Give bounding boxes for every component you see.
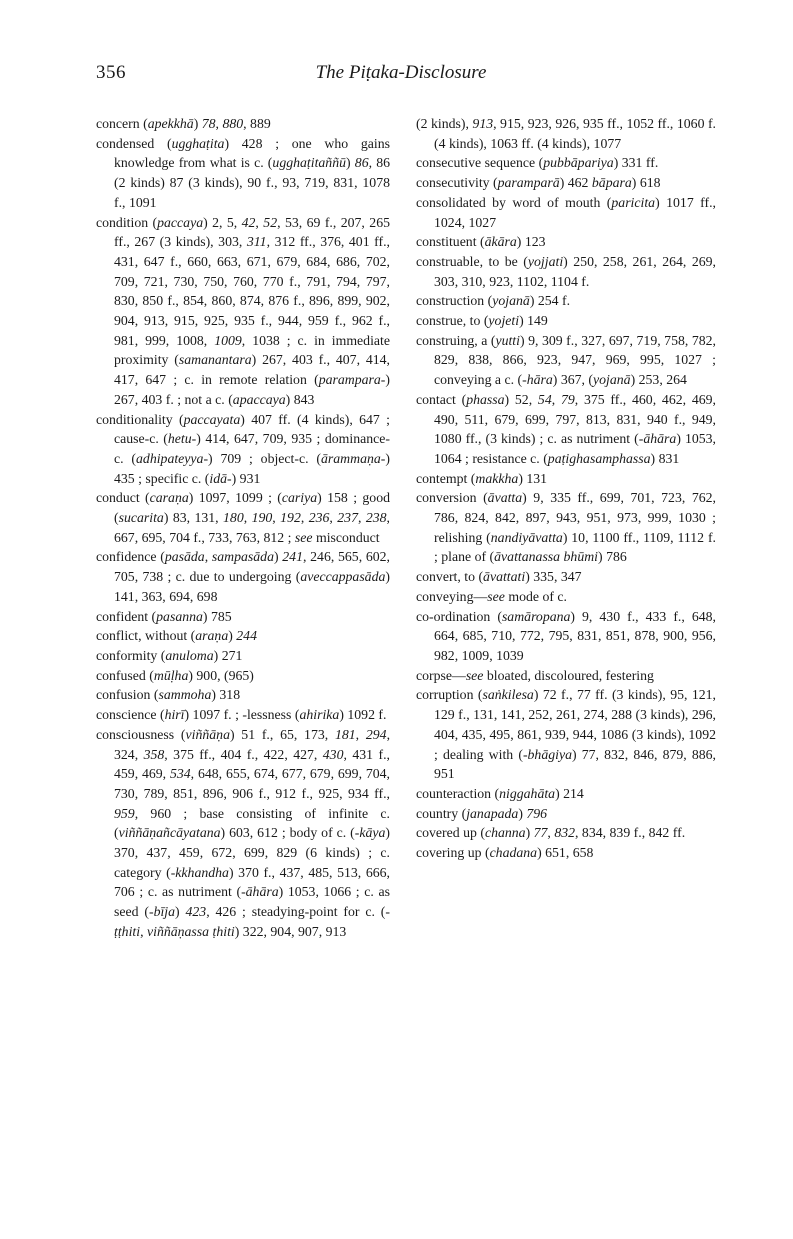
index-entry: construing, a (yutti) 9, 309 f., 327, 697, 719, 758, 782, 829, 838, 866, 923, 947, 969, 995, 1027 ; conveying a c. (-hāra) 367, (yojanā) 253, 264	[416, 332, 716, 388]
index-entry: conformity (anuloma) 271	[96, 647, 243, 663]
index-entry: corpse—see bloated, discoloured, festering	[416, 667, 654, 683]
index-entry: co-ordination (samāropana) 9, 430 f., 433 f., 648, 664, 685, 710, 772, 795, 831, 851, 878, 900, 956, 982, 1009, 1039	[416, 608, 716, 663]
index-entry: consolidated by word of mouth (paricita) 1017 ff., 1024, 1027	[416, 194, 716, 230]
index-entry: country (janapada) 796	[416, 805, 548, 821]
index-entry: conditionality (paccayata) 407 ff. (4 kinds), 647 ; cause-c. (hetu-) 414, 647, 709, 935 ; dominance-c. (adhipateyya-) 709 ; object-c. (ārammaṇa-) 435 ; specific c. (idā-) 931	[96, 411, 390, 486]
index-entry: contact (phassa) 52, 54, 79, 375 ff., 460, 462, 469, 490, 511, 679, 699, 797, 813, 831, 940 f., 949, 1080 ff., (3 kinds) ; c. as nutriment (-āhāra) 1053, 1064 ; resistance c. (paṭighasamphassa) 831	[416, 391, 716, 466]
page-header	[96, 62, 706, 86]
index-column-left	[96, 114, 390, 942]
index-entry: conversion (āvatta) 9, 335 ff., 699, 701, 723, 762, 786, 824, 842, 897, 943, 951, 973, 999, 1030 ; relishing (nandiyāvatta) 10, 1100 ff., 1109, 1112 f. ; plane of (āvattanassa bhūmi) 786	[416, 490, 716, 565]
index-entry: consecutivity (paramparā) 462 bāpara) 618	[416, 175, 661, 191]
index-entry: conscience (hirī) 1097 f. ; -lessness (ahirika) 1092 f.	[96, 707, 387, 723]
index-entry: conflict, without (araṇa) 244	[96, 628, 257, 644]
index-entry: contempt (makkha) 131	[416, 470, 548, 486]
index-entry: constituent (ākāra) 123	[416, 234, 546, 250]
index-entry: consecutive sequence (pubbāpariya) 331 ff.	[416, 155, 659, 171]
index-entry: counteraction (niggahāta) 214	[416, 785, 584, 801]
index-entry: condensed (ugghaṭita) 428 ; one who gains knowledge from what is c. (ugghaṭitaññū) 86, 86 (2 kinds) 87 (3 kinds), 90 f., 93, 719, 831, 1078 f., 1091	[96, 135, 391, 210]
index-entry: (2 kinds), 913, 915, 923, 926, 935 ff., 1052 ff., 1060 f. (4 kinds), 1063 ff. (4 kinds), 1077	[416, 116, 716, 151]
index-entry: consciousness (viññāṇa) 51 f., 65, 173, 181, 294, 324, 358, 375 ff., 404 f., 422, 427, 430, 431 f., 459, 469, 534, 648, 655, 674, 677, 679, 699, 704, 730, 789, 851, 896, 906 f., 912 f., 925, 934 ff., 959, 960 ; base consisting of infinite c. (viññāṇañcāyatana) 603, 612 ; body of c. (-kāya) 370, 437, 459, 672, 699, 829 (6 kinds) ; c. category (-kkhandha) 370 f., 437, 485, 513, 666, 706 ; c. as nutriment (-āhāra) 1053, 1066 ; c. as seed (-bīja) 423, 426 ; steadying-point for c. (-ṭṭhiti, viññāṇassa ṭhiti) 322, 904, 907, 913	[96, 726, 391, 939]
index-entry: corruption (saṅkilesa) 72 f., 77 ff. (3 kinds), 95, 121, 129 f., 131, 141, 252, 261, 274, 288 (3 kinds), 296, 404, 435, 495, 861, 939, 944, 1086 (3 kinds), 1092 ; dealing with (-bhāgiya) 77, 832, 846, 879, 886, 951	[416, 687, 716, 782]
index-entry: confidence (pasāda, sampasāda) 241, 246, 565, 602, 705, 738 ; c. due to undergoing (aveccappasāda) 141, 363, 694, 698	[96, 549, 391, 604]
index-column-right	[416, 114, 716, 863]
index-entry: conduct (caraṇa) 1097, 1099 ; (cariya) 158 ; good (sucarita) 83, 131, 180, 190, 192, 236, 237, 238, 667, 695, 704 f., 733, 763, 812 ; see misconduct	[96, 490, 390, 545]
index-entry: conveying—see mode of c.	[416, 588, 567, 604]
index-entry: covered up (channa) 77, 832, 834, 839 f., 842 ff.	[416, 825, 686, 841]
page-number: 356	[96, 62, 126, 83]
index-entry: confused (mūḷha) 900, (965)	[96, 667, 254, 683]
index-entry: construable, to be (yojjati) 250, 258, 261, 264, 269, 303, 310, 923, 1102, 1104 f.	[416, 253, 716, 289]
index-entry: confusion (sammoha) 318	[96, 687, 241, 703]
index-entry: condition (paccaya) 2, 5, 42, 52, 53, 69 f., 207, 265 ff., 267 (3 kinds), 303, 311, 312 ff., 376, 401 ff., 431, 647 f., 660, 663, 671, 679, 684, 686, 702, 709, 721, 730, 750, 760, 770 f., 791, 794, 797, 830, 850 f., 854, 860, 874, 876 f., 896, 899, 902, 904, 913, 915, 925, 935 f., 944, 959 f., 962 f., 981, 999, 1008, 1009, 1038 ; c. in immediate proximity (samanantara) 267, 403 f., 407, 414, 417, 647 ; c. in remote relation (parampara-) 267, 403 f. ; not a c. (apaccaya) 843	[96, 214, 390, 407]
index-entry: covering up (chadana) 651, 658	[416, 845, 594, 861]
running-title: The Piṭaka-Disclosure	[315, 62, 487, 83]
index-entry: confident (pasanna) 785	[96, 608, 232, 624]
index-entry: construction (yojanā) 254 f.	[416, 293, 571, 309]
index-entry: construe, to (yojeti) 149	[416, 313, 548, 329]
index-entry: convert, to (āvattati) 335, 347	[416, 569, 582, 585]
index-entry: concern (apekkhā) 78, 880, 889	[96, 116, 271, 131]
